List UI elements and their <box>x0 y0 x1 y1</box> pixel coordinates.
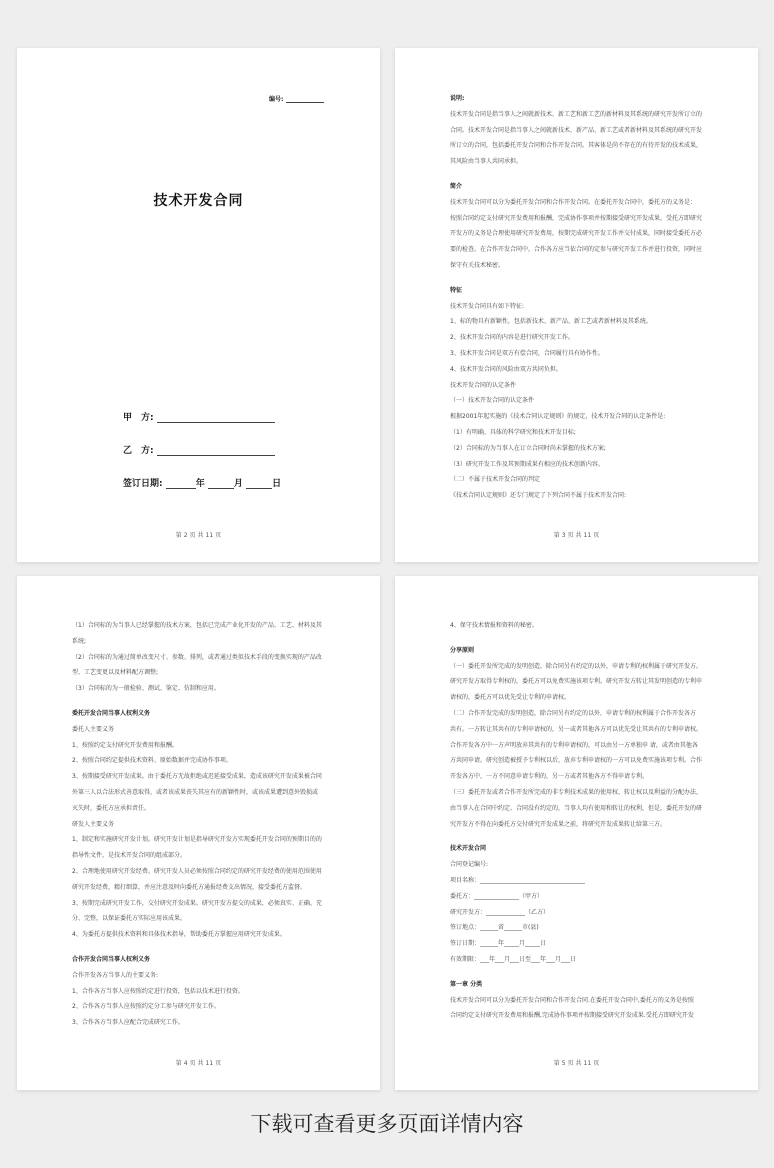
page-number: 第 2 页 共 11 页 <box>175 532 222 539</box>
text-line: 其风险由当事人共同承担。 <box>450 158 523 166</box>
text-line: 合作开发各方当事人的主要义务: <box>72 971 159 979</box>
text-line: （二）合作开发完成的发明创造，除合同另有约定的以外，申请专利的权利属于合作开发各方 <box>450 710 697 717</box>
text-line: 所订立的合同，包括委托开发合同和合作开发合同。其客体是尚不存在的有待开发的技术成果， <box>450 142 703 150</box>
party-a-label: 甲 方: <box>123 413 154 423</box>
text-line: 根据2001年起实施的《技术合同认定规则》的规定，技术开发合同的认定条件是: <box>450 413 666 421</box>
text-line: 3、合作各方当事人应配合完成研究工作。 <box>72 1019 184 1027</box>
text-line: 系统; <box>72 637 87 645</box>
text-line: 2、合理地使用研究开发经费。研究开发人员必须按照合同约定的研究开发经费的使用范围使用 <box>72 868 322 875</box>
text-line: （一）技术开发合同的认定条件 <box>450 397 535 405</box>
text-line: 1、按照约定支付研究开发费用和报酬。 <box>72 741 178 749</box>
text-line: 合同。技术开发合同是指当事人之间就新技术、新产品、新工艺或者新材料及其系统的研究开发 <box>450 126 703 134</box>
download-caption: 下载可查看更多页面详情内容 <box>250 1112 524 1136</box>
text-line: 委托方：_______________（甲方） <box>450 892 544 900</box>
text-line: （一）委托开发所完成的发明创造，除合同另有约定的以外，申请专利的权利属于研究开发方。 <box>450 662 703 670</box>
text-line: 有效期限：___年___月___日至___年___月___日 <box>450 956 577 963</box>
text-line: 型、工艺变更以及材料配方调整; <box>72 669 159 677</box>
text-line: 2、技术开发合同的内容是进行研究开发工作。 <box>450 334 574 342</box>
text-line: 1、标的物具有新颖性，包括新技术、新产品、新工艺或者新材料及其系统。 <box>450 318 652 326</box>
text-line: 共有。一方转让其共有的专利申请权的，另一或者其他各方可以优先受让其共有的专利申请权。 <box>450 725 703 733</box>
section-heading: 委托开发合同当事人权利义务 <box>72 710 151 717</box>
party-b-blank <box>157 455 275 456</box>
text-line: （1）有明确、具体的科学研究和技术开发目标; <box>450 429 576 436</box>
page-number: 第 4 页 共 11 页 <box>175 1060 222 1067</box>
section-heading: 合作开发合同当事人权利义务 <box>72 956 151 963</box>
party-a-blank <box>157 422 275 423</box>
contract-number-row <box>269 94 324 103</box>
sign-date-row <box>123 476 281 489</box>
section-heading: 第一章 分类 <box>450 980 483 988</box>
text-line: 请权的，委托方可以优先受让专利的申请权。 <box>450 694 571 702</box>
text-line: 研究开发经费，精打细算，并应注意及时向委托方通报经费支出情况，接受委托方监督。 <box>72 883 307 891</box>
text-line: 指导性文件，是技术开发合同的组成部分。 <box>72 852 187 860</box>
text-line: 方共同申请。研究创造被授予专利权以后，放弃专利申请权的一方可以免费实施该项专利。合作 <box>450 757 703 765</box>
text-line: （三）委托开发或者合作开发所完成的非专利技术成果的使用权、转让权以及利益的分配办法， <box>450 789 703 796</box>
text-line: （3）研究开发工作及其预期成果有相应的技术创新内容。 <box>450 460 604 468</box>
text-line: 4、为委托方提供技术资料和具体技术指导，帮助委托方掌握应用研究开发成果。 <box>72 931 286 939</box>
section-heading: 说明: <box>450 95 465 102</box>
text-line: 要的检查。在合作开发合同中，合作各方应当依合同的定参与研究开发工作并进行投资，同时应 <box>450 246 703 254</box>
text-line: 《技术合同认定规则》还专门规定了下列合同不属于技术开发合同: <box>450 492 627 500</box>
sign-date-label: 签订日期: <box>123 479 163 489</box>
text-line: 保守有关技术秘密。 <box>450 262 505 269</box>
text-line: 灭失时，委托方应承担责任。 <box>72 804 151 812</box>
text-line: （二）不属于技术开发合同的判定 <box>450 476 541 484</box>
text-line: 研究开发方取得专利权的，委托方可以免费实施该项专利。研究开发方转让其发明创造的专利申 <box>450 678 703 686</box>
section-heading: 特征 <box>450 286 463 294</box>
text-line: 研究开发方：_____________（乙方） <box>450 908 550 916</box>
contract-page-5 <box>395 576 758 1090</box>
text-line: （2）合同标的为通过简单改变尺寸、参数、排列，或者通过类似技术手段的变换实现的产品改 <box>72 653 322 661</box>
party-b-row <box>123 443 275 456</box>
text-line: 技术开发合同可以分为委托开发合同和合作开发合同。在委托开发合同中，委托方的义务是： <box>450 198 697 206</box>
text-line: 技术开发合同是指当事人之间就新技术、新工艺和新工艺的新材料及其系统的研究开发所订立的 <box>450 110 703 118</box>
text-line: 开发各方中，一方不同意申请专利的，另一方或者其他各方不得申请专利。 <box>450 773 649 781</box>
text-line: 3、按期接受研究开发成果。由于委托方无故拒绝或迟延接受成果，造成该研究开发成果被合同 <box>72 773 322 781</box>
text-line: 外第三人以合法形式善意取得，或者该成果丧失其应有的新颖性时，或该成果遭到意外毁损或 <box>72 789 319 796</box>
text-line: 由当事人在合同中约定。合同没有约定的，当事人均有使用和转让的权利，但是，委托开发的研 <box>450 804 703 812</box>
text-line: 4、保守技术情报和资料的秘密。 <box>450 622 538 629</box>
section-heading: 分享原则 <box>450 646 475 654</box>
text-line: 开发方的义务是合理使用研究开发费用，按期完成研究开发工作并交付成果，同时接受委托方必 <box>450 230 703 238</box>
text-line: （1）合同标的为当事人已经掌握的技术方案，包括已完成产业化开发的产品、工艺、材料及其 <box>72 622 322 629</box>
text-line: 1、合作各方当事人应按照约定进行投资，包括以技术进行投资。 <box>72 987 244 995</box>
text-line: 研发人主要义务 <box>72 820 115 828</box>
text-line: 2、按照合同约定提供技术资料、原始数据并完成协作事项。 <box>72 757 232 765</box>
text-line: 3、技术开发合同是双方有偿合同，合同履行具有协作性。 <box>450 350 604 357</box>
month-label: 月 <box>233 479 243 489</box>
party-a-row <box>123 410 275 423</box>
page-number: 第 3 页 共 11 页 <box>553 532 600 539</box>
text-line: （2）合同标的为当事人在订立合同时尚未掌握的技术方案; <box>450 444 606 452</box>
text-line: 委托人主要义务 <box>72 725 115 733</box>
year-label: 年 <box>195 479 205 489</box>
text-line: 签订地点：______省______市(县) <box>450 924 539 932</box>
text-line: 合同约定支付研究开发费用和报酬,完成协作事项并按期接受研究开发成果.受托方即研究开发 <box>450 1012 694 1020</box>
text-line: 分、完整，以保证委托方实际应用该成果。 <box>72 915 187 923</box>
text-line: 签订日期：______年_____月_____日 <box>450 940 547 948</box>
text-line: 技术开发合同的认定条件 <box>450 381 517 389</box>
contract-number-blank <box>286 102 324 103</box>
text-line: 究开发方不得在向委托方交付研究开发成果之前，将研究开发成果转让给第三方。 <box>450 820 667 828</box>
text-line: （3）合同标的为一般检验、测试、鉴定、仿制和应用。 <box>72 685 220 693</box>
contract-title: 技术开发合同 <box>153 193 244 209</box>
day-label: 日 <box>272 479 282 489</box>
text-line: 1、制定和实施研究开发计划。研究开发计划是指导研究开发方实现委托开发合同的预期目的的 <box>72 836 322 844</box>
page-number: 第 5 页 共 11 页 <box>553 1060 600 1067</box>
contract-number-label: 编号: <box>269 96 284 103</box>
text-line: 按照合同约定支付研究开发费用和报酬，完成协作事项并按期接受研究开发成果。受托方即研究 <box>450 214 703 222</box>
contract-page-4 <box>17 576 380 1090</box>
party-b-label: 乙 方: <box>123 446 154 456</box>
contract-cover-page <box>17 48 380 562</box>
text-line: 技术开发合同可以分为委托开发合同和合作开发合同.在委托开发合同中,委托方的义务是按照 <box>450 996 694 1004</box>
text-line: 项目名称：___________________________________ <box>450 877 586 884</box>
text-line: 4、技术开发合同的风险由双方共同负担。 <box>450 365 562 373</box>
section-heading: 简介 <box>450 183 463 190</box>
text-line: 合作开发各方中一方声明放弃其共有的专利申请权的，可以由另一方单独申 请，或者由其他各 <box>450 741 698 749</box>
text-line: 合同登记编号: <box>450 861 489 869</box>
contract-page-3 <box>395 48 758 562</box>
text-line: 技术开发合同具有如下特征: <box>450 302 525 310</box>
text-line: 3、按期完成研究开发工作，交付研究开发成果。研究开发方提交的成果，必须真实、正确、充 <box>72 899 322 907</box>
section-heading: 技术开发合同 <box>450 845 487 853</box>
text-line: 2、合作各方当事人应按照约定分工参与研究开发工作。 <box>72 1003 220 1011</box>
